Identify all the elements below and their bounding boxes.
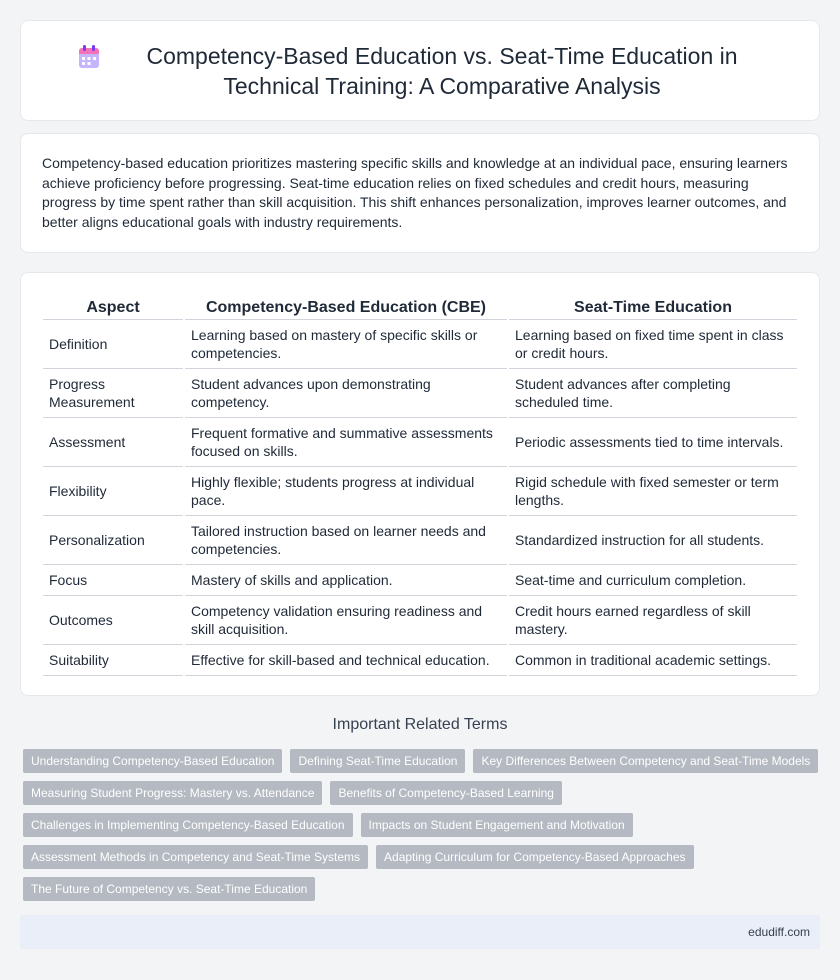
table-row [43,418,797,467]
related-terms-tags [23,749,823,909]
footer [20,915,820,949]
cell-cbe: Student advances upon demonstrating competency. [185,369,507,418]
related-terms-title: Important Related Terms [332,716,508,733]
table-header-row [43,297,797,320]
cell-aspect: Focus [43,565,183,596]
cell-aspect: Definition [43,320,183,369]
cell-seat-time: Standardized instruction for all students. [509,516,797,565]
column-header-aspect: Aspect [43,297,183,320]
column-header-cbe: Competency-Based Education (CBE) [185,297,507,320]
cell-seat-time: Credit hours earned regardless of skill mastery. [509,596,797,645]
related-term-tag[interactable]: Challenges in Implementing Competency-Based Education [23,813,353,837]
cell-cbe: Competency validation ensuring readiness and skill acquisition. [185,596,507,645]
column-header-seat-time: Seat-Time Education [509,297,797,320]
cell-seat-time: Common in traditional academic settings. [509,645,797,676]
cell-aspect: Flexibility [43,467,183,516]
table-row [43,516,797,565]
page-title: Competency-Based Education vs. Seat-Time Education in Technical Training: A Comparative Analysis [146,42,738,99]
table-row [43,467,797,516]
summary-text: Competency-based education prioritizes mastering specific skills and knowledge at an individual pace, ensuring learners achieve proficiency before progressing. Seat-time education relies on fixed schedules and credit hours, measuring progress by time spent rather than skill acquisition. This shift enhances personalization, improves learner outcomes, and better aligns educational goals with industry requirements. [42,155,788,230]
cell-cbe: Mastery of skills and application. [185,565,507,596]
related-term-tag[interactable]: Defining Seat-Time Education [290,749,465,773]
cell-seat-time: Rigid schedule with fixed semester or term lengths. [509,467,797,516]
header-card [20,20,820,121]
cell-aspect: Personalization [43,516,183,565]
summary-card [20,133,820,253]
cell-seat-time: Student advances after completing scheduled time. [509,369,797,418]
cell-aspect: Suitability [43,645,183,676]
related-term-tag[interactable]: The Future of Competency vs. Seat-Time Education [23,877,315,901]
calendar-icon [78,45,100,69]
cell-seat-time: Seat-time and curriculum completion. [509,565,797,596]
table-row [43,369,797,418]
table-row [43,565,797,596]
cell-aspect: Progress Measurement [43,369,183,418]
cell-cbe: Learning based on mastery of specific skills or competencies. [185,320,507,369]
cell-cbe: Frequent formative and summative assessments focused on skills. [185,418,507,467]
table-row [43,320,797,369]
related-term-tag[interactable]: Adapting Curriculum for Competency-Based Approaches [376,845,694,869]
cell-seat-time: Learning based on fixed time spent in class or credit hours. [509,320,797,369]
comparison-table [41,297,799,676]
cell-cbe: Highly flexible; students progress at individual pace. [185,467,507,516]
related-term-tag[interactable]: Impacts on Student Engagement and Motivation [361,813,633,837]
related-term-tag[interactable]: Benefits of Competency-Based Learning [330,781,561,805]
cell-aspect: Assessment [43,418,183,467]
related-term-tag[interactable]: Assessment Methods in Competency and Seat-Time Systems [23,845,368,869]
related-term-tag[interactable]: Key Differences Between Competency and Seat-Time Models [473,749,818,773]
related-term-tag[interactable]: Measuring Student Progress: Mastery vs. Attendance [23,781,322,805]
cell-aspect: Outcomes [43,596,183,645]
footer-site-link[interactable]: edudiff.com [748,925,810,939]
cell-seat-time: Periodic assessments tied to time intervals. [509,418,797,467]
comparison-table-card [20,272,820,696]
cell-cbe: Tailored instruction based on learner needs and competencies. [185,516,507,565]
related-term-tag[interactable]: Understanding Competency-Based Education [23,749,282,773]
table-row [43,596,797,645]
table-row [43,645,797,676]
cell-cbe: Effective for skill-based and technical education. [185,645,507,676]
